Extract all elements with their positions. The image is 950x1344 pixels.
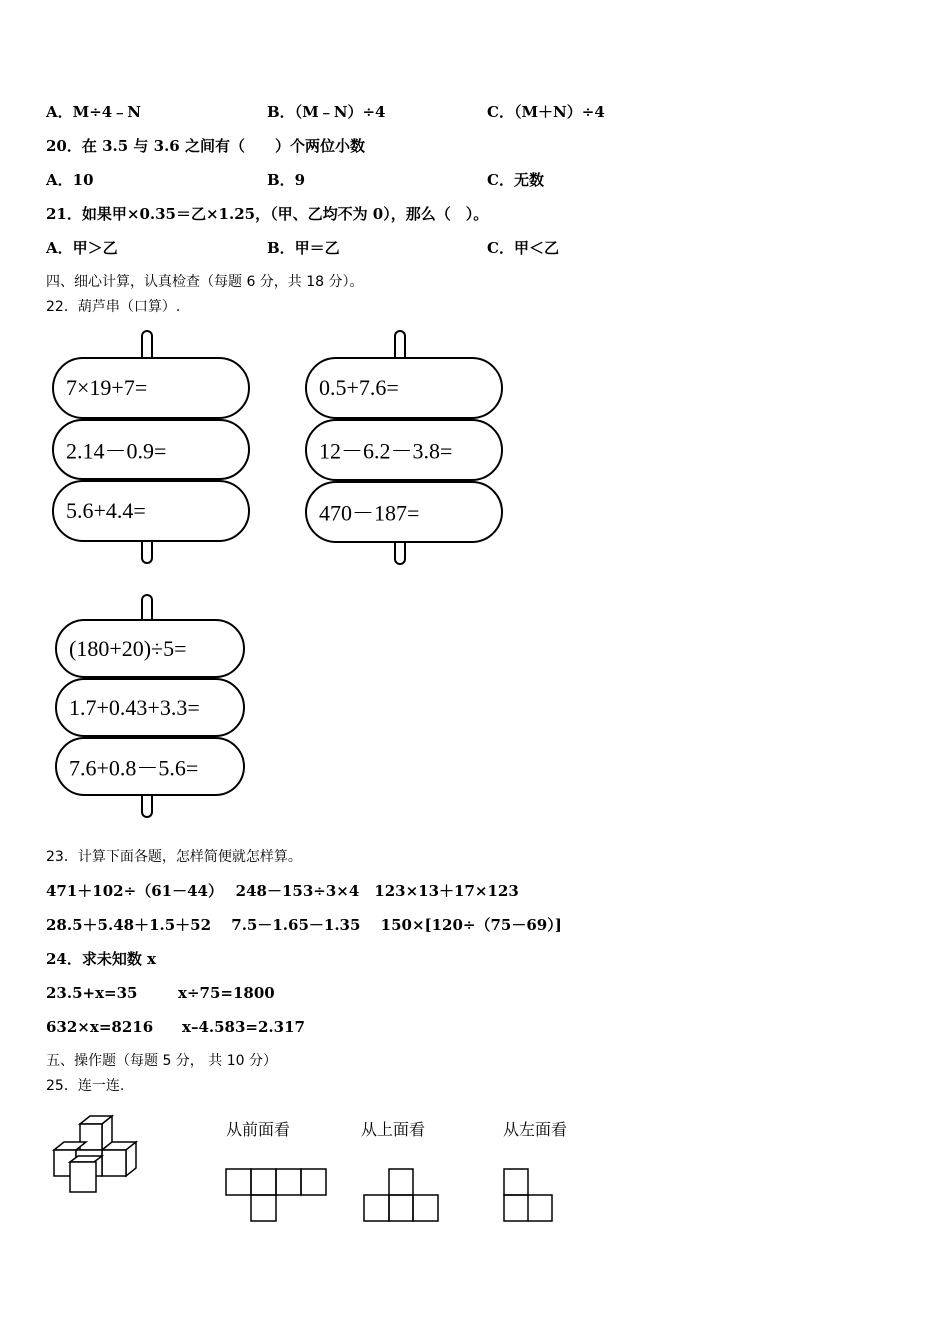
gourd-2-item: 0.5+7.6= [319, 375, 399, 400]
view-shape-t[interactable] [225, 1168, 329, 1222]
q21-option-a: A．甲＞乙 [46, 239, 118, 257]
gourd-string-3 [55, 594, 247, 819]
q19-option-a: A．M÷4﹣N [46, 103, 141, 121]
q24-eq-3: 632×x=8216 [46, 1018, 154, 1036]
view-label-left: 从左面看 [503, 1120, 568, 1139]
gourd-3-item: (180+20)÷5= [69, 635, 187, 661]
q24-eq-2: x÷75=1800 [178, 984, 275, 1002]
view-shape-l[interactable] [503, 1168, 555, 1222]
gourd-1-item: 2.14－0.9= [66, 438, 167, 463]
section-5-heading: 五、操作题（每题 5 分， 共 10 分） [46, 1053, 277, 1069]
q20-option-b: B．9 [267, 171, 306, 189]
q23-row-2: 28.5＋5.48＋1.5＋52 7.5－1.65－1.35 150×[120÷（75－69）] [46, 916, 562, 934]
q19-option-b: B．（M﹣N）÷4 [267, 103, 386, 121]
q24-stem: 24．求未知数 x [46, 950, 157, 968]
gourd-string-2 [305, 330, 505, 565]
q23-row-1: 471＋102÷（61－44） 248－153÷3×4 123×13＋17×123 [46, 882, 519, 900]
q23-stem: 23．计算下面各题，怎样简便就怎样算。 [46, 849, 302, 865]
q19-option-c: C．（M＋N）÷4 [487, 103, 605, 121]
q21-stem: 21．如果甲×0.35＝乙×1.25，（甲、乙均不为 0），那么（ ）。 [46, 205, 489, 223]
section-4-heading: 四、细心计算，认真检查（每题 6 分，共 18 分）。 [46, 274, 364, 290]
gourd-string-1 [52, 330, 252, 565]
view-shape-inverted-t[interactable] [363, 1168, 441, 1222]
gourd-1-item: 5.6+4.4= [66, 498, 146, 523]
gourd-1-item: 7×19+7= [66, 375, 148, 400]
gourd-3-item: 1.7+0.43+3.3= [69, 694, 200, 720]
gourd-3-item: 7.6+0.8－5.6= [69, 755, 199, 780]
q20-option-c: C．无数 [487, 171, 544, 189]
view-label-top: 从上面看 [361, 1120, 426, 1139]
block-figure [50, 1112, 150, 1198]
q22-stem: 22．葫芦串（口算）. [46, 299, 181, 315]
q20-option-a: A．10 [46, 171, 94, 189]
q24-eq-1: 23.5+x=35 [46, 984, 138, 1002]
gourd-2-item: 470－187= [319, 500, 420, 526]
view-label-front: 从前面看 [226, 1120, 291, 1139]
q21-option-c: C．甲＜乙 [487, 239, 559, 257]
gourd-2-item: 12－6.2－3.8= [319, 438, 453, 464]
q25-stem: 25．连一连. [46, 1078, 125, 1094]
q20-stem: 20．在 3.5 与 3.6 之间有（ ）个两位小数 [46, 137, 365, 155]
q24-eq-4: x–4.583=2.317 [182, 1018, 305, 1036]
q21-option-b: B．甲＝乙 [267, 239, 340, 257]
